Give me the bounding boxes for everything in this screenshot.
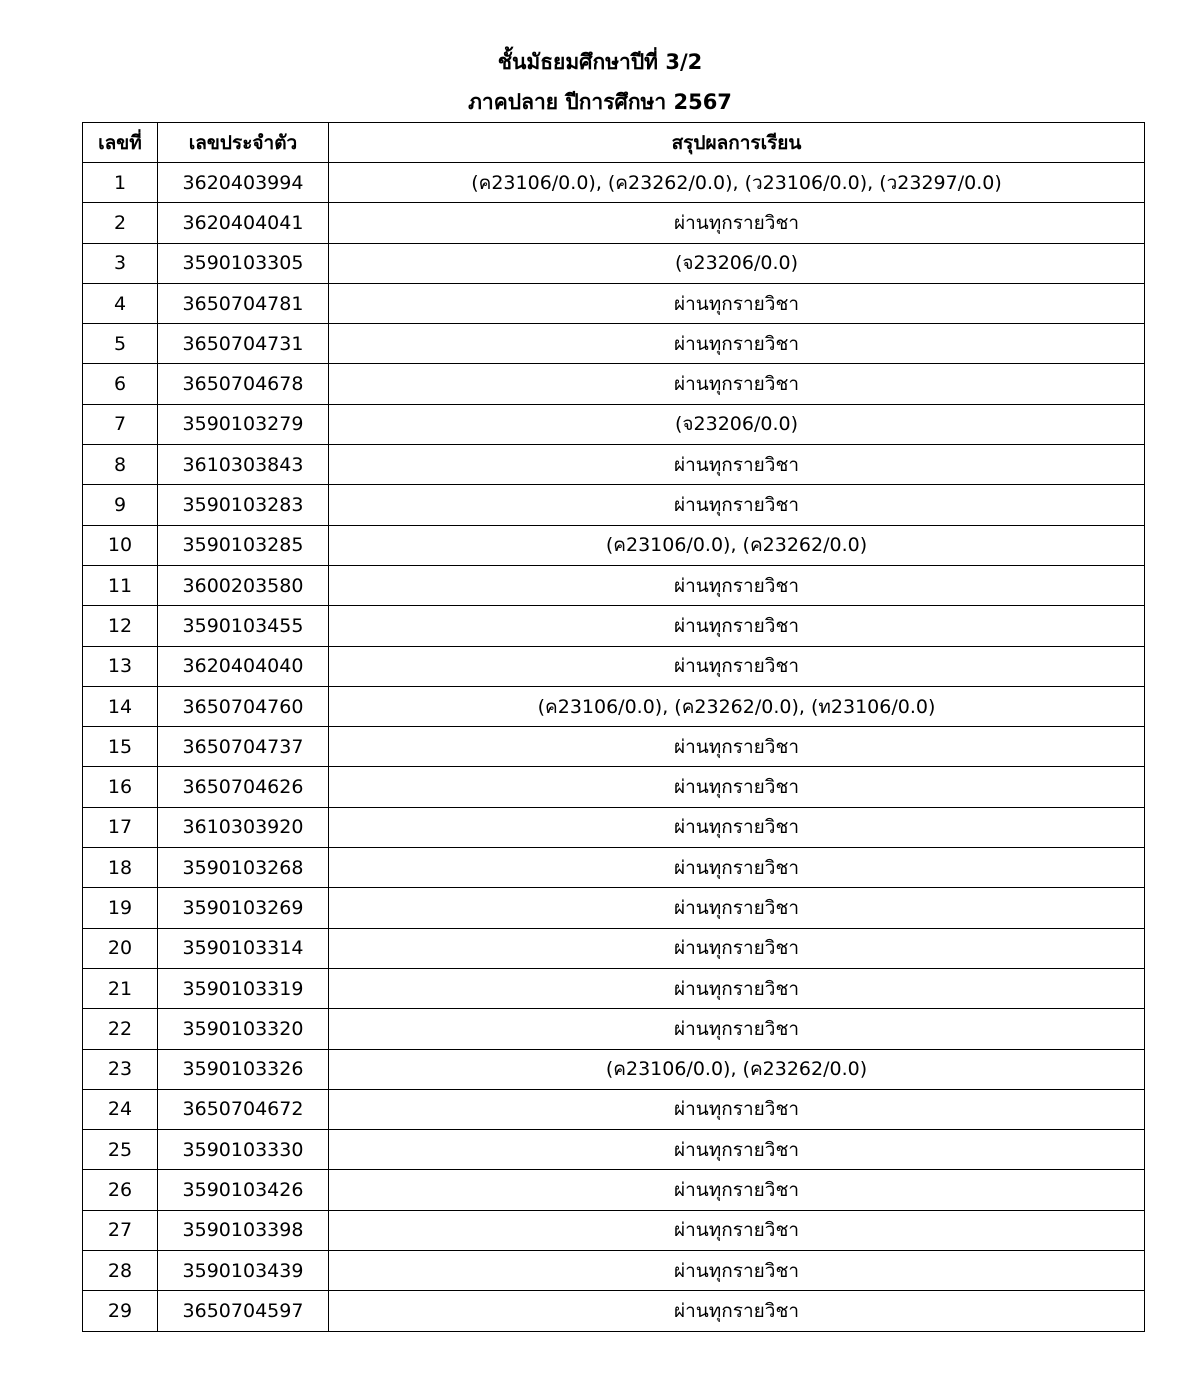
cell-number: 9 xyxy=(83,485,158,525)
cell-number: 5 xyxy=(83,324,158,364)
cell-number: 18 xyxy=(83,848,158,888)
table-row xyxy=(83,1251,1145,1291)
table-body xyxy=(83,163,1145,1332)
cell-number: 22 xyxy=(83,1009,158,1049)
cell-student-id: 3590103439 xyxy=(158,1251,329,1291)
cell-number: 7 xyxy=(83,404,158,444)
cell-student-id: 3650704597 xyxy=(158,1291,329,1331)
cell-result-summary: ผ่านทุกรายวิชา xyxy=(329,364,1145,404)
cell-number: 12 xyxy=(83,606,158,646)
table-row xyxy=(83,686,1145,726)
cell-result-summary: ผ่านทุกรายวิชา xyxy=(329,807,1145,847)
cell-number: 14 xyxy=(83,686,158,726)
table-row xyxy=(83,1210,1145,1250)
cell-student-id: 3590103314 xyxy=(158,928,329,968)
cell-student-id: 3600203580 xyxy=(158,565,329,605)
cell-student-id: 3590103319 xyxy=(158,968,329,1008)
cell-result-summary: (ค23106/0.0), (ค23262/0.0), (ท23106/0.0) xyxy=(329,686,1145,726)
table-row xyxy=(83,364,1145,404)
cell-student-id: 3650704760 xyxy=(158,686,329,726)
cell-number: 2 xyxy=(83,203,158,243)
page-subtitle: ภาคปลาย ปีการศึกษา 2567 xyxy=(468,90,732,114)
cell-result-summary: ผ่านทุกรายวิชา xyxy=(329,606,1145,646)
cell-student-id: 3620404040 xyxy=(158,646,329,686)
cell-result-summary: (ค23106/0.0), (ค23262/0.0) xyxy=(329,525,1145,565)
cell-student-id: 3650704678 xyxy=(158,364,329,404)
cell-student-id: 3590103279 xyxy=(158,404,329,444)
cell-student-id: 3650704626 xyxy=(158,767,329,807)
cell-result-summary: ผ่านทุกรายวิชา xyxy=(329,767,1145,807)
table-row xyxy=(83,404,1145,444)
table-row xyxy=(83,928,1145,968)
cell-result-summary: ผ่านทุกรายวิชา xyxy=(329,646,1145,686)
cell-result-summary: ผ่านทุกรายวิชา xyxy=(329,1291,1145,1331)
cell-number: 15 xyxy=(83,727,158,767)
cell-number: 16 xyxy=(83,767,158,807)
cell-result-summary: ผ่านทุกรายวิชา xyxy=(329,848,1145,888)
cell-student-id: 3650704737 xyxy=(158,727,329,767)
cell-student-id: 3590103285 xyxy=(158,525,329,565)
cell-number: 19 xyxy=(83,888,158,928)
table-row xyxy=(83,767,1145,807)
table-row xyxy=(83,203,1145,243)
table-row xyxy=(83,445,1145,485)
cell-number: 23 xyxy=(83,1049,158,1089)
cell-result-summary: (จ23206/0.0) xyxy=(329,243,1145,283)
cell-student-id: 3590103426 xyxy=(158,1170,329,1210)
cell-result-summary: ผ่านทุกรายวิชา xyxy=(329,445,1145,485)
table-header-row xyxy=(83,123,1145,163)
cell-result-summary: ผ่านทุกรายวิชา xyxy=(329,485,1145,525)
cell-result-summary: ผ่านทุกรายวิชา xyxy=(329,1089,1145,1129)
cell-number: 28 xyxy=(83,1251,158,1291)
table-row xyxy=(83,888,1145,928)
table-row xyxy=(83,565,1145,605)
cell-student-id: 3590103283 xyxy=(158,485,329,525)
table-row xyxy=(83,606,1145,646)
table-row xyxy=(83,243,1145,283)
table-row xyxy=(83,807,1145,847)
cell-number: 21 xyxy=(83,968,158,1008)
cell-number: 29 xyxy=(83,1291,158,1331)
table-row xyxy=(83,848,1145,888)
table-row xyxy=(83,1291,1145,1331)
cell-student-id: 3620403994 xyxy=(158,163,329,203)
cell-student-id: 3610303920 xyxy=(158,807,329,847)
cell-result-summary: ผ่านทุกรายวิชา xyxy=(329,1210,1145,1250)
cell-result-summary: (ค23106/0.0), (ค23262/0.0), (ว23106/0.0), (ว23297/0.0) xyxy=(329,163,1145,203)
cell-result-summary: ผ่านทุกรายวิชา xyxy=(329,324,1145,364)
cell-result-summary: ผ่านทุกรายวิชา xyxy=(329,565,1145,605)
table-row xyxy=(83,485,1145,525)
cell-number: 8 xyxy=(83,445,158,485)
cell-student-id: 3620404041 xyxy=(158,203,329,243)
cell-result-summary: ผ่านทุกรายวิชา xyxy=(329,727,1145,767)
cell-result-summary: (ค23106/0.0), (ค23262/0.0) xyxy=(329,1049,1145,1089)
table-row xyxy=(83,163,1145,203)
table-row xyxy=(83,1089,1145,1129)
cell-student-id: 3590103330 xyxy=(158,1130,329,1170)
cell-student-id: 3650704781 xyxy=(158,283,329,323)
cell-student-id: 3590103268 xyxy=(158,848,329,888)
column-header-student-id: เลขประจำตัว xyxy=(158,123,329,163)
cell-number: 25 xyxy=(83,1130,158,1170)
cell-result-summary: ผ่านทุกรายวิชา xyxy=(329,888,1145,928)
cell-student-id: 3650704672 xyxy=(158,1089,329,1129)
cell-number: 27 xyxy=(83,1210,158,1250)
results-table xyxy=(82,122,1145,1332)
cell-number: 24 xyxy=(83,1089,158,1129)
cell-number: 17 xyxy=(83,807,158,847)
cell-number: 1 xyxy=(83,163,158,203)
cell-number: 26 xyxy=(83,1170,158,1210)
table-row xyxy=(83,727,1145,767)
table-row xyxy=(83,324,1145,364)
table-row xyxy=(83,968,1145,1008)
table-row xyxy=(83,646,1145,686)
cell-result-summary: ผ่านทุกรายวิชา xyxy=(329,968,1145,1008)
cell-number: 4 xyxy=(83,283,158,323)
cell-student-id: 3590103269 xyxy=(158,888,329,928)
cell-result-summary: (จ23206/0.0) xyxy=(329,404,1145,444)
cell-student-id: 3610303843 xyxy=(158,445,329,485)
table-row xyxy=(83,283,1145,323)
page-title: ชั้นมัธยมศึกษาปีที่ 3/2 xyxy=(497,50,703,74)
table-row xyxy=(83,1049,1145,1089)
cell-result-summary: ผ่านทุกรายวิชา xyxy=(329,1130,1145,1170)
table-row xyxy=(83,1130,1145,1170)
cell-number: 13 xyxy=(83,646,158,686)
cell-number: 6 xyxy=(83,364,158,404)
cell-number: 10 xyxy=(83,525,158,565)
table-row xyxy=(83,1009,1145,1049)
column-header-result-summary: สรุปผลการเรียน xyxy=(329,123,1145,163)
cell-student-id: 3590103326 xyxy=(158,1049,329,1089)
table-row xyxy=(83,1170,1145,1210)
cell-result-summary: ผ่านทุกรายวิชา xyxy=(329,1251,1145,1291)
cell-number: 11 xyxy=(83,565,158,605)
cell-number: 3 xyxy=(83,243,158,283)
cell-result-summary: ผ่านทุกรายวิชา xyxy=(329,1170,1145,1210)
cell-student-id: 3590103455 xyxy=(158,606,329,646)
cell-student-id: 3650704731 xyxy=(158,324,329,364)
cell-student-id: 3590103320 xyxy=(158,1009,329,1049)
cell-student-id: 3590103398 xyxy=(158,1210,329,1250)
table-row xyxy=(83,525,1145,565)
cell-student-id: 3590103305 xyxy=(158,243,329,283)
column-header-number: เลขที่ xyxy=(83,123,158,163)
cell-number: 20 xyxy=(83,928,158,968)
cell-result-summary: ผ่านทุกรายวิชา xyxy=(329,928,1145,968)
cell-result-summary: ผ่านทุกรายวิชา xyxy=(329,203,1145,243)
cell-result-summary: ผ่านทุกรายวิชา xyxy=(329,1009,1145,1049)
cell-result-summary: ผ่านทุกรายวิชา xyxy=(329,283,1145,323)
